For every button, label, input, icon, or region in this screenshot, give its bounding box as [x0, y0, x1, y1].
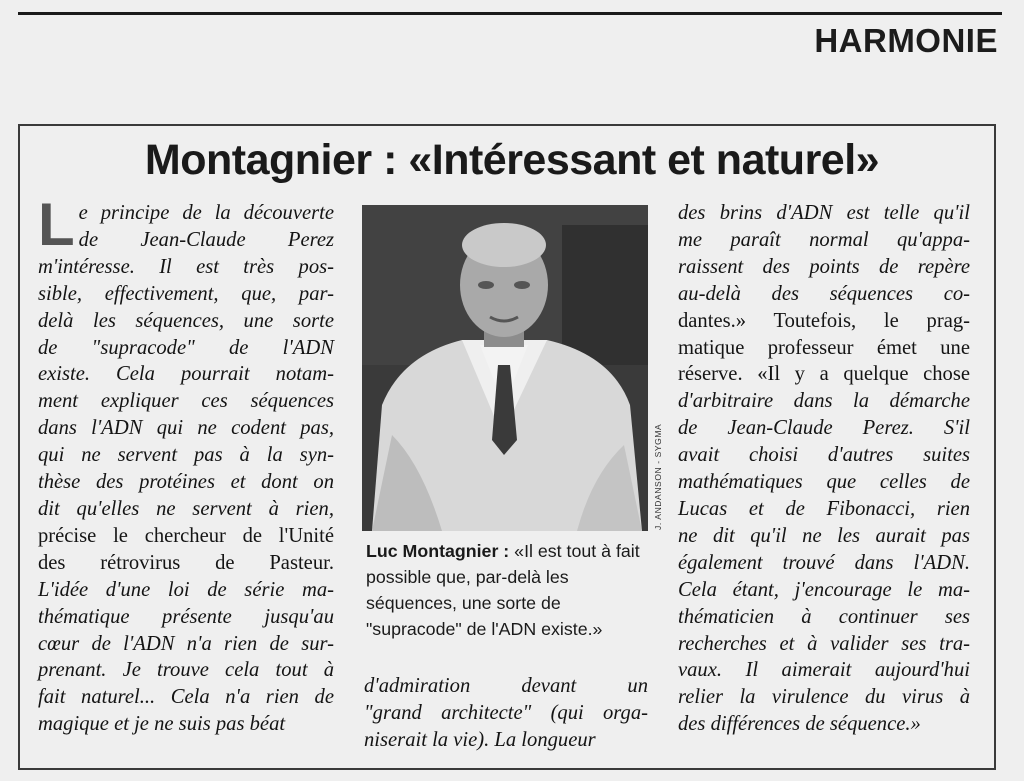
left_column-line: qui ne servent pas à la syn- — [38, 444, 334, 467]
right_column-line: ne dit qu'il ne les aurait pas — [678, 524, 970, 547]
left_column-line: de "supracode" de l'ADN — [38, 336, 334, 359]
right_column-line: également trouvé dans l'ADN. — [678, 551, 970, 574]
left_column-line: fait naturel... Cela n'a rien de — [38, 686, 334, 709]
left_column-line: e principe de la découverte — [78, 202, 334, 224]
right_column-line: d'arbitraire dans la démarche — [678, 390, 970, 413]
left_column-line: sible, effectivement, que, par- — [38, 282, 334, 305]
right_column-line: des brins d'ADN est telle qu'il — [678, 202, 970, 224]
right_column-line: avait choisi d'autres suites — [678, 444, 970, 467]
left_column-line: dans l'ADN qui ne codent pas, — [38, 417, 334, 440]
left_column-line: magique et je ne suis pas béat — [38, 713, 286, 736]
right_column-line: des différences de séquence.» — [678, 713, 921, 736]
middle_column-line: "grand architecte" (qui orga- — [364, 701, 648, 724]
left_column-line: des rétrovirus de Pasteur. — [38, 551, 334, 574]
right_column-line: Lucas et de Fibonacci, rien — [678, 497, 970, 520]
right_column-line: réserve. «Il y a quelque chose — [678, 363, 970, 386]
right_column-line: raissent des points de repère — [678, 255, 970, 278]
right_column-line: au-delà des séquences co- — [678, 282, 970, 305]
middle_column-line: niserait la vie). La longueur — [364, 728, 596, 751]
left_column-line: thématique présente jusqu'au — [38, 605, 334, 628]
left_column-line: de Jean-Claude Perez — [78, 228, 334, 251]
right_column-line: dantes.» Toutefois, le prag- — [678, 309, 970, 332]
right_column-line: de Jean-Claude Perez. S'il — [678, 417, 970, 440]
left_column-line: prenant. Je trouve cela tout à — [38, 659, 334, 682]
left_column-line: ment expliquer ces séquences — [38, 390, 334, 413]
right_column-line: Cela étant, j'encourage le ma- — [678, 578, 970, 601]
left_column-line: thèse des protéines et dont on — [38, 471, 334, 494]
right_column-line: recherches et à valider ses tra- — [678, 632, 970, 655]
right_column-line: vaux. Il aimerait aujourd'hui — [678, 659, 970, 682]
article-column-middle — [364, 673, 648, 754]
portrait-photo — [362, 205, 648, 531]
right-column-text — [678, 200, 970, 738]
left_column-line: dit qu'elles ne servent à rien, — [38, 497, 334, 520]
middle_column-line: d'admiration devant un — [364, 675, 648, 697]
caption-text: «Il est tout à fait possible que, par-delà les séquences, une sorte de "supracode" de l'ADN existe.» — [366, 541, 640, 639]
caption-name: Luc Montagnier : — [366, 541, 510, 561]
drop-cap: L — [38, 191, 75, 258]
left-column-text — [38, 191, 334, 738]
right_column-line: relier la virulence du virus à — [678, 686, 970, 709]
article-column-left — [38, 191, 334, 738]
photo-credit: J. ANDANSON - SYGMA — [653, 423, 663, 530]
photo-caption — [366, 538, 651, 642]
article-column-right — [678, 200, 970, 738]
article-headline: Montagnier : «Intéressant et naturel» — [144, 136, 880, 184]
right_column-line: mathématiques que celles de — [678, 471, 970, 494]
middle-column-text — [364, 673, 648, 754]
right_column-line: thématicien à continuer ses — [678, 605, 970, 628]
top-rule — [18, 12, 1002, 15]
left_column-line: delà les séquences, une sorte — [38, 309, 334, 332]
left_column-line: existe. Cela pourrait notam- — [38, 363, 334, 386]
left_column-line: L'idée d'une loi de série ma- — [38, 578, 334, 601]
left_column-line: précise le chercheur de l'Unité — [38, 524, 334, 547]
left_column-line: m'intéresse. Il est très pos- — [38, 255, 334, 278]
right_column-line: matique professeur émet une — [678, 336, 970, 359]
right_column-line: me paraît normal qu'appa- — [678, 228, 970, 251]
left_column-line: cœur de l'ADN n'a rien de sur- — [38, 632, 334, 655]
section-label: HARMONIE — [814, 22, 998, 59]
